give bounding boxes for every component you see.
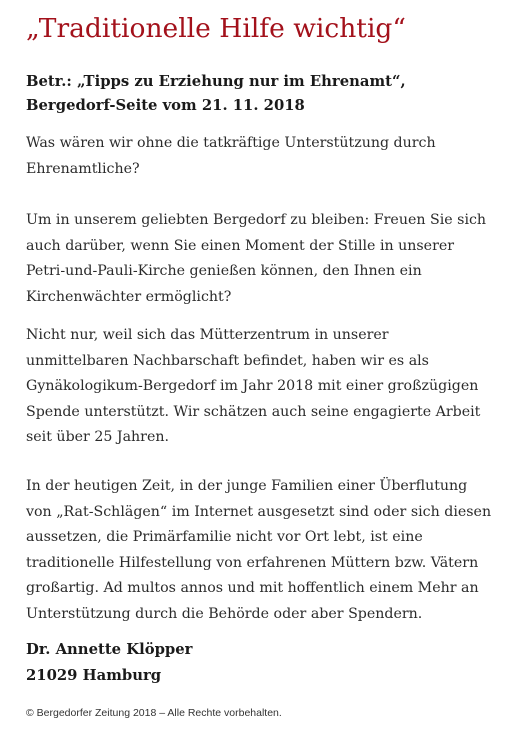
paragraph-line: In der heutigen Zeit, in der junge Familien einer Überflutung bbox=[26, 478, 468, 494]
paragraph-line: traditionelle Hilfestellung von erfahrenen Müttern bzw. Vätern bbox=[26, 554, 479, 571]
paragraph-line: Nicht nur, weil sich das Mütterzentrum in unserer bbox=[26, 327, 389, 343]
letter-headline: „Traditionelle Hilfe wichtig“ bbox=[26, 13, 406, 44]
paragraph-line: von „Rat-Schlägen“ im Internet ausgesetzt sind oder sich diesen bbox=[26, 503, 492, 520]
paragraph-line: aussetzen, die Primärfamilie nicht vor Ort lebt, ist eine bbox=[26, 529, 423, 545]
subject-line: Betr.: „Tipps zu Erziehung nur im Ehrenamt“, bbox=[26, 73, 406, 90]
paragraph-line: Unterstützung durch die Behörde oder aber Spendern. bbox=[26, 605, 423, 622]
paragraph-line: großartig. Ad multos annos und mit hoffentlich einem Mehr an bbox=[26, 580, 479, 596]
paragraph-line: Um in unserem geliebten Bergedorf zu bleiben: Freuen Sie sich bbox=[26, 212, 487, 228]
letter-subject bbox=[26, 70, 506, 117]
author-name: Dr. Annette Klöpper bbox=[26, 641, 193, 658]
paragraph-line: seit über 25 Jahren. bbox=[26, 429, 170, 445]
letter-signature bbox=[26, 637, 192, 689]
paragraph-line: auch darüber, wenn Sie einen Moment der Stille in unserer bbox=[26, 237, 455, 254]
paragraph-line: Kirchenwächter ermöglicht? bbox=[26, 288, 232, 305]
paragraph-line: Petri-und-Pauli-Kirche genießen können, den Ihnen ein bbox=[26, 263, 422, 279]
paragraph-line: unmittelbaren Nachbarschaft befindet, haben wir es als bbox=[26, 352, 429, 369]
letter-paragraph-4 bbox=[26, 474, 516, 627]
letter-paragraph-1 bbox=[26, 131, 516, 182]
subject-line: Bergedorf-Seite vom 21. 11. 2018 bbox=[26, 96, 305, 114]
author-location: 21029 Hamburg bbox=[26, 667, 162, 684]
paragraph-line: Ehrenamtliche? bbox=[26, 160, 140, 177]
paragraph-line: Gynäkologikum-Bergedorf im Jahr 2018 mit einer großzügigen bbox=[26, 378, 479, 394]
paragraph-line: Was wären wir ohne die tatkräftige Unterstützung durch bbox=[26, 135, 436, 151]
letter-paragraph-3 bbox=[26, 323, 516, 451]
paragraph-line: Spende unterstützt. Wir schätzen auch seine engagierte Arbeit bbox=[26, 403, 481, 420]
copyright-notice: © Bergedorfer Zeitung 2018 – Alle Rechte vorbehalten. bbox=[26, 707, 282, 719]
letter-paragraph-2 bbox=[26, 208, 516, 310]
